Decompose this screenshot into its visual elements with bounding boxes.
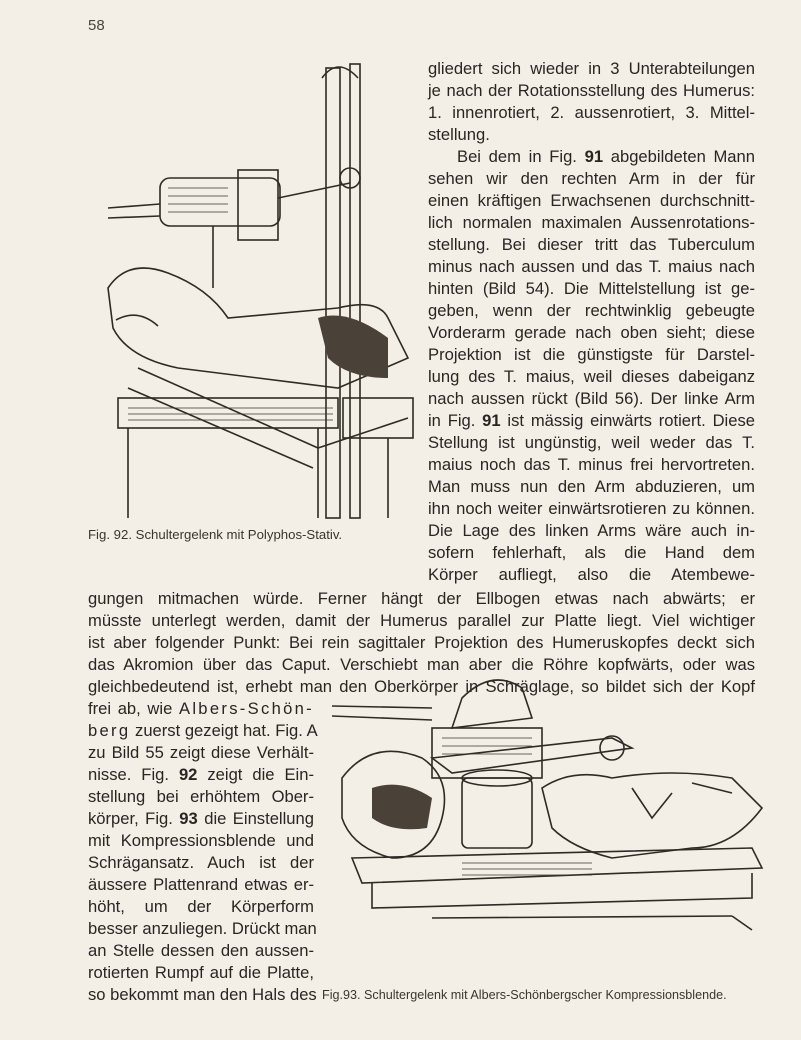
text-line [88,830,314,851]
line-text: maius noch das T. minus frei hervortreten. [428,455,755,474]
line-text: zu Bild 55 zeigt diese Verhält- [88,743,314,762]
text-line [457,146,755,167]
text-line [428,366,755,387]
line-text: in Fig. 91 ist mässig einwärts rotiert. Diese [428,411,755,430]
line-text: Die Lage des linken Arms wäre auch in- [428,521,755,540]
text-line [428,432,755,453]
line-text: an Stelle dessen den aussen- [88,941,314,960]
figure-ref-91: 91 [482,411,501,430]
line-text: mit Kompressionsblende und [88,831,314,850]
line-text: Stellung ist ungünstig, weil weder das T. [428,433,755,452]
figure-92-drawing [88,58,420,522]
page-number: 58 [88,17,105,34]
text-line [428,212,755,233]
text-line [428,234,755,255]
line-text: Schrägansatz. Auch ist der [88,853,314,872]
line-text: Man muss nun den Arm abduzieren, um [428,477,755,496]
line-text: höht, um der Körperform [88,897,314,916]
figure-93-caption: Fig.93. Schultergelenk mit Albers-Schönbergscher Kompressionsblende. [322,988,727,1002]
text-line [428,542,755,563]
line-text: minus nach aussen und das T. maius nach [428,257,755,276]
text-line [88,852,314,873]
line-text: stellung. [428,125,490,144]
text-line [88,962,314,983]
line-text: gleichbedeutend ist, erhebt man den Oberkörper in Schräglage, so bildet sich der Kopf [88,677,755,696]
line-text: müsste unterlegt werden, damit der Humerus parallel zur Platte liegt. Viel wichtiger [88,611,755,630]
line-text: nisse. Fig. 92 zeigt die Ein- [88,765,314,784]
text-line [88,632,755,653]
text-line [88,786,314,807]
line-text: berg zuerst gezeigt hat. Fig. A [88,721,318,740]
text-line [428,410,755,431]
text-line [428,498,755,519]
text-line [88,918,317,939]
text-line [88,764,314,785]
line-text: einen kräftigen Erwachsenen durchschnitt- [428,191,755,210]
figure-93-drawing [312,668,768,984]
line-text: Projektion ist die günstigste für Darstel- [428,345,755,364]
text-line [88,742,314,763]
text-line [428,102,755,123]
line-text: frei ab, wie Albers-Schön- [88,699,314,718]
line-text: gliedert sich wieder in 3 Unterabteilungen [428,59,755,78]
line-text: sofern fehlerhaft, als die Hand dem [428,543,755,562]
line-text: besser anzuliegen. Drückt man [88,919,317,938]
text-line [428,256,755,277]
text-line [428,278,755,299]
figure-92-illustration [88,58,420,522]
line-text: so bekommt man den Hals des [88,985,317,1004]
text-line [428,388,755,409]
author-name: berg [88,721,131,740]
text-line [428,564,755,585]
line-text: gungen mitmachen würde. Ferner hängt der Ellbogen etwas nach abwärts; er [88,589,755,608]
figure-ref-92: 92 [178,765,198,784]
text-line [88,808,314,829]
line-text: Bei dem in Fig. 91 abgebildeten Mann [457,147,755,166]
text-line [428,476,755,497]
line-text: äussere Plattenrand etwas er- [88,875,314,894]
line-text: das Akromion über das Caput. Verschiebt man aber die Röhre kopfwärts, oder was [88,655,755,674]
text-line [88,610,755,631]
line-text: sehen wir den rechten Arm in der für [428,169,755,188]
text-line [428,168,755,189]
text-line [88,698,314,719]
text-line [428,190,755,211]
figure-93-illustration [312,668,768,984]
text-line [88,588,755,609]
text-line [428,520,755,541]
line-text: geben, wenn der rechtwinklig gebeugte [428,301,755,320]
line-text: je nach der Rotationsstellung des Humerus: [428,81,755,100]
text-line [88,984,317,1005]
line-text: lich normalen maximalen Aussenrotations- [428,213,755,232]
line-text: stellung bei erhöhtem Ober- [88,787,314,806]
text-line [88,874,314,895]
text-line [428,322,755,343]
text-line [428,80,755,101]
line-text: körper, Fig. 93 die Einstellung [88,809,314,828]
text-line [428,124,490,145]
text-line [88,720,318,741]
figure-92-caption: Fig. 92. Schultergelenk mit Polyphos-Stativ. [88,527,343,542]
text-line [428,58,755,79]
line-text: 1. innenrotiert, 2. aussenrotiert, 3. Mittel- [428,103,755,122]
figure-ref-93: 93 [179,809,198,828]
author-name: Albers-Schön- [178,699,314,718]
line-text: rotierten Rumpf auf die Platte, [88,963,314,982]
text-line [88,940,314,961]
line-text: lung des T. maius, weil dieses dabeiganz [428,367,755,386]
line-text: stellung. Bei dieser tritt das Tuberculum [428,235,755,254]
figure-ref-91: 91 [584,147,604,166]
text-line [88,896,314,917]
line-text: Vorderarm gerade nach oben sieht; diese [428,323,755,342]
line-text: ihn noch weiter einwärtsrotieren zu können. [428,499,755,518]
line-text: hinten (Bild 54). Die Mittelstellung ist ge- [428,279,755,298]
text-line [428,344,755,365]
line-text: nach aussen rückt (Bild 56). Der linke Arm [428,389,755,408]
text-line [428,454,755,475]
text-line [428,300,755,321]
line-text: ist aber folgender Punkt: Bei rein sagittaler Projektion des Humeruskopfes deckt sich [88,633,755,652]
line-text: Körper aufliegt, also die Atembewe- [428,565,755,584]
